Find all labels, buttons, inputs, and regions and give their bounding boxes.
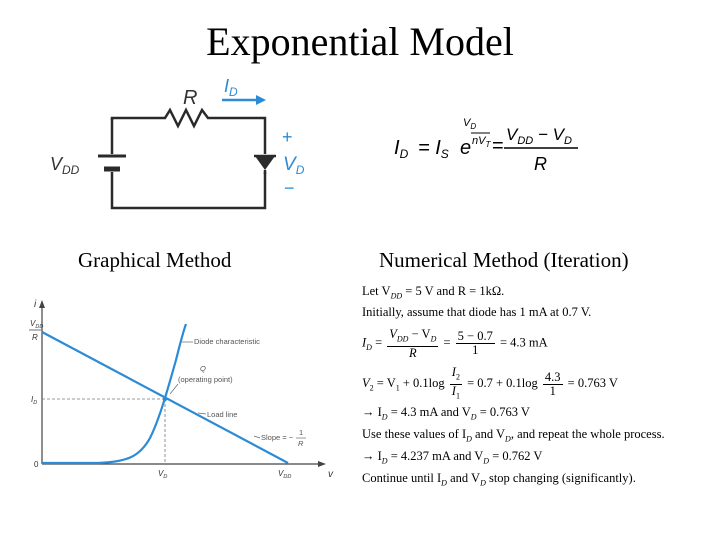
x-axis-arrow xyxy=(318,461,326,467)
y-top-num: $V_{DD}$ xyxy=(30,319,44,330)
x-vd-label: $V_D$ xyxy=(158,469,168,480)
v-axis-label: v xyxy=(328,469,333,480)
op-point-label: (operating point) xyxy=(178,375,233,384)
vdd-label: $V_{DD}$ xyxy=(50,154,80,177)
current-arrow-head xyxy=(256,95,266,105)
eq-lhs: $I_D$ xyxy=(394,137,409,161)
diode-triangle xyxy=(255,156,275,170)
load-line-graph xyxy=(28,296,338,486)
step-line-1: Let $V_{DD} = 5$ V and R = 1kΩ. xyxy=(362,284,505,301)
heading-numerical: Numerical Method (Iteration) xyxy=(379,248,629,272)
step-line-3: $I_D$ = $\frac{V_{DD} - V_D}{R}$ = $\frac{5 - 0.7}{1}$ = 4.3 mA xyxy=(362,327,548,360)
heading-graphical: Graphical Method xyxy=(78,248,232,272)
vd-label: $V_D$ xyxy=(283,154,305,177)
circuit-diagram xyxy=(40,70,320,220)
eq-numerator: $V_{DD} - V_D$ xyxy=(506,125,572,147)
step-line-7: → $I_D = 4.237$ mA and $V_D = 0.762$ V xyxy=(362,449,543,466)
diode-equation xyxy=(392,112,592,182)
slope-label: Slope = − xyxy=(261,433,294,442)
y-top-den: R xyxy=(32,333,38,342)
minus-sign: − xyxy=(284,178,295,198)
top-wire-resistor xyxy=(112,110,265,154)
page-title: Exponential Model xyxy=(206,19,514,64)
x-vdd-label: $V_{DD}$ xyxy=(278,469,292,480)
diode-char-label: Diode characteristic xyxy=(194,337,260,346)
q-label: Q xyxy=(200,364,206,373)
diode-curve xyxy=(42,324,186,463)
y-id-label: $I_D$ xyxy=(31,395,38,406)
eq-exp-num: $V_D$ xyxy=(463,117,477,131)
step-line-6: Use these values of $I_D$ and $V_D$, and repeat the whole process. xyxy=(362,427,665,444)
slope-den: R xyxy=(298,439,304,448)
current-label: $I_D$ xyxy=(224,76,238,99)
step-line-8: Continue until $I_D$ and $V_D$ stop changing (significantly). xyxy=(362,471,636,488)
slope-num: 1 xyxy=(299,428,304,437)
origin-label: 0 xyxy=(34,460,39,469)
bottom-wire xyxy=(112,172,265,208)
q-point xyxy=(163,397,167,401)
eq-denominator: R xyxy=(534,154,547,174)
load-line-label: Load line xyxy=(207,410,238,419)
eq-is: = $I_S$ xyxy=(418,137,449,161)
i-axis-label: i xyxy=(34,299,37,310)
step-line-5: → $I_D = 4.3$ mA and $V_D = 0.763$ V xyxy=(362,405,530,422)
eq-equals: = xyxy=(492,135,504,157)
eq-exp-den: $nV_T$ xyxy=(472,135,491,149)
eq-exp-base: e xyxy=(460,137,472,159)
plus-sign: + xyxy=(282,127,293,147)
step-line-4: $V_2 = V_1 + 0.1\log$ $\frac{I_2}{I_1}$ = 0.7 + 0.1log $\frac{4.3}{1}$ = 0.763 V xyxy=(362,365,618,400)
resistor-label: R xyxy=(183,87,198,109)
y-axis-arrow xyxy=(39,300,45,308)
step-line-2: Initially, assume that diode has 1 mA at 0.7 V. xyxy=(362,305,592,319)
